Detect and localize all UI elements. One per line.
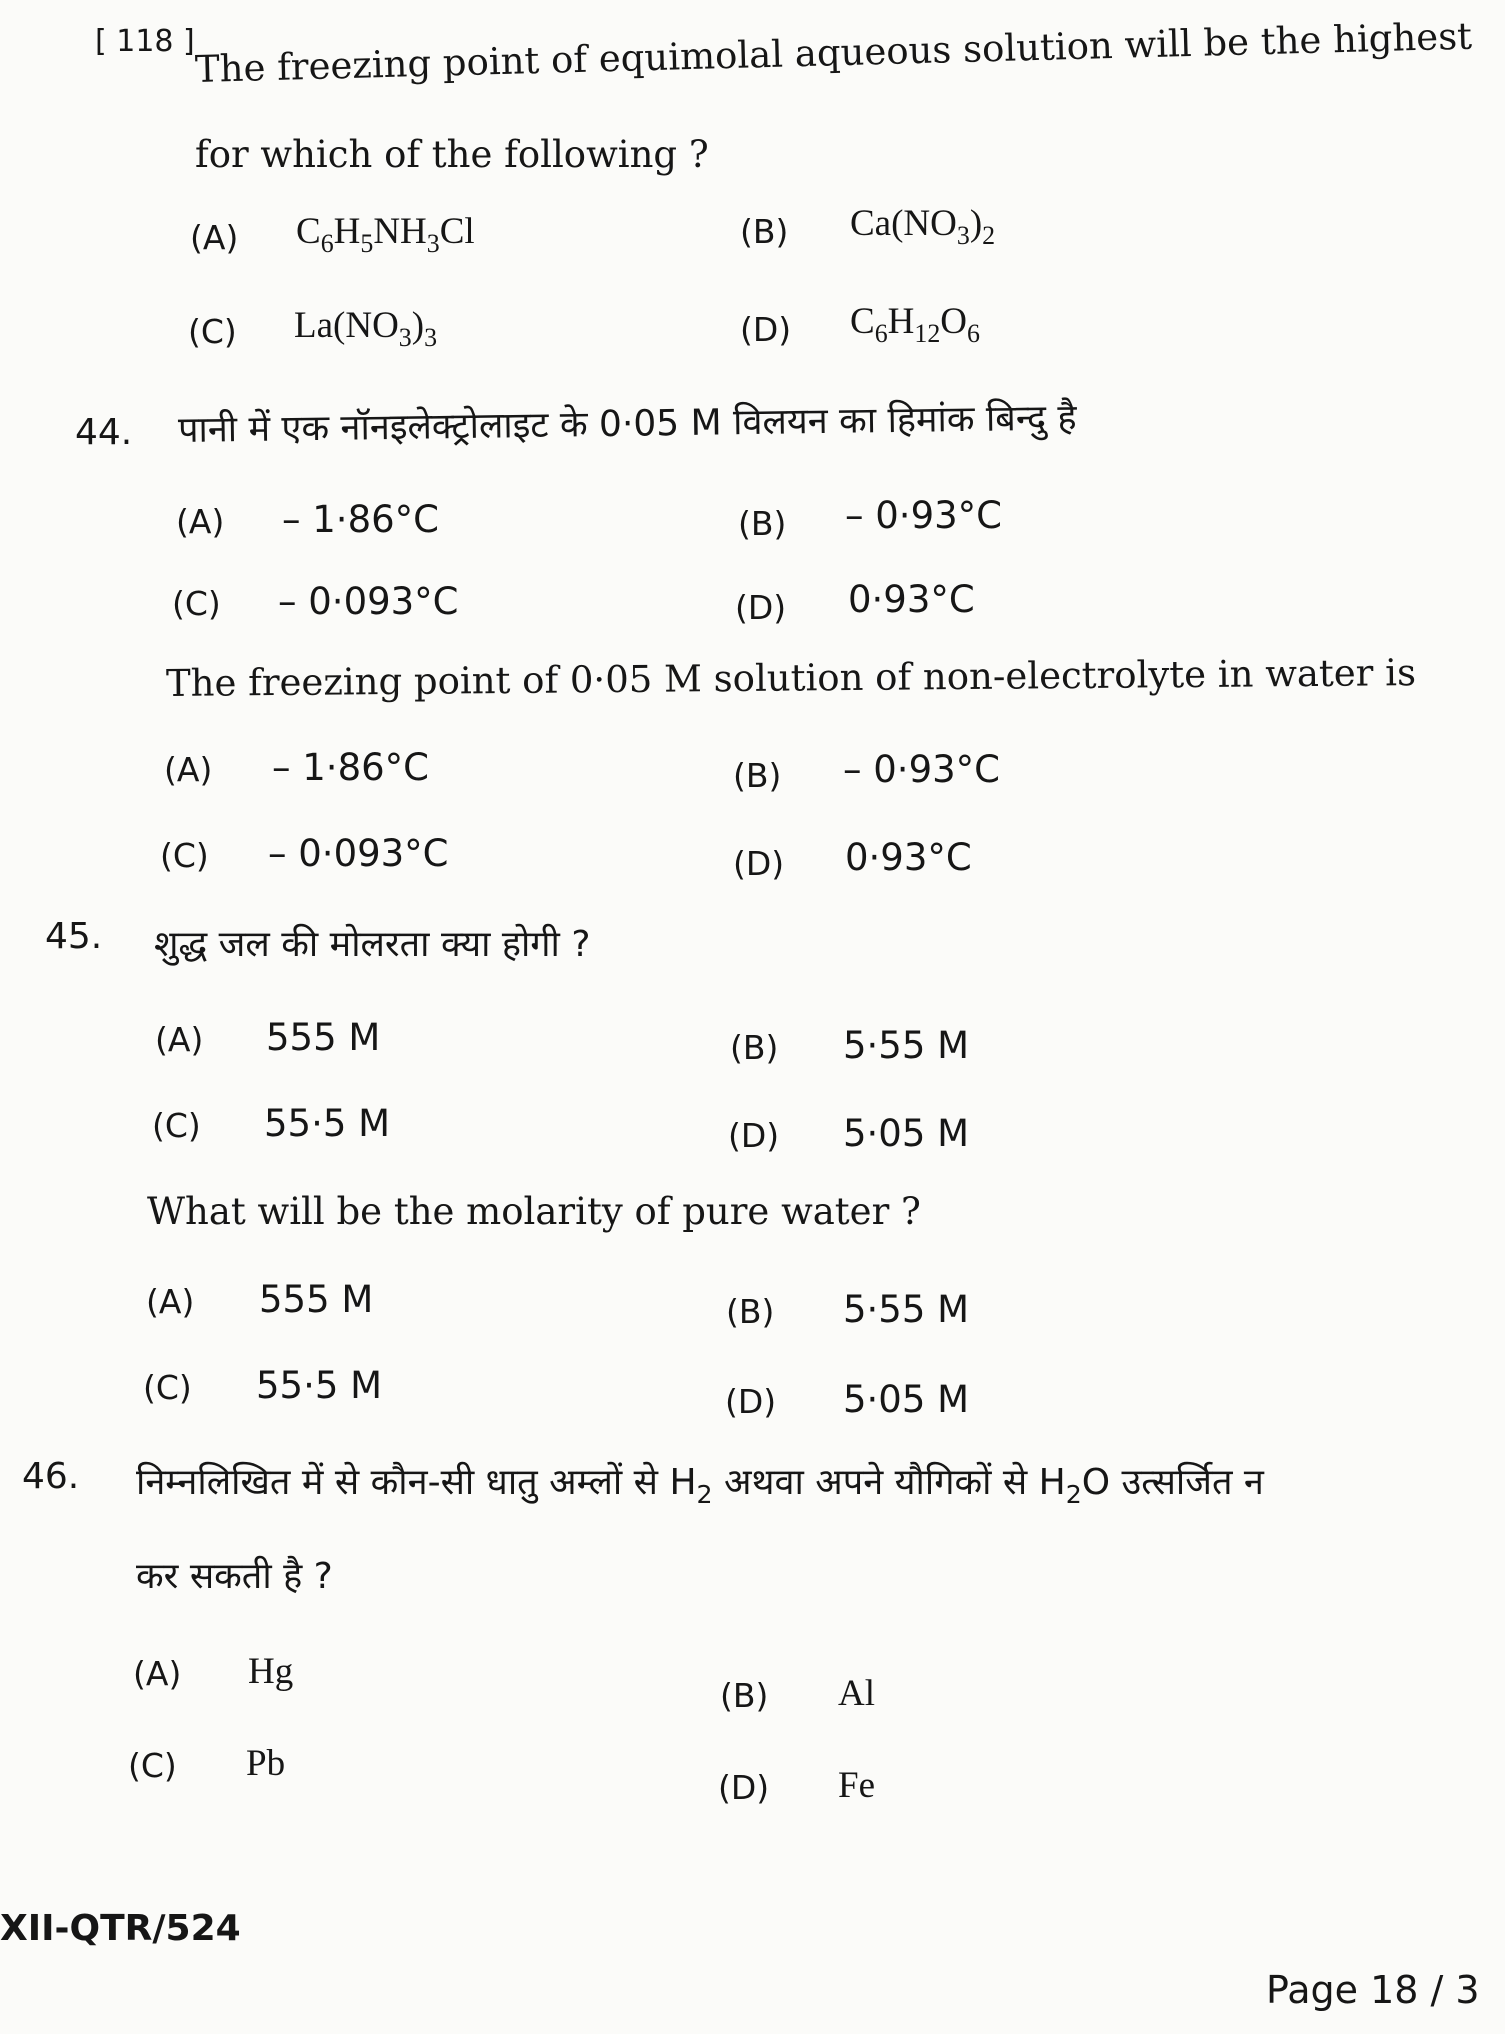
intro-option-c-label: (C) — [188, 312, 237, 351]
q45-hi-option-a-text: 555 M — [266, 1016, 381, 1059]
q45-hi-option-c-text: 55·5 M — [264, 1102, 391, 1145]
q44-english-text: The freezing point of 0·05 M solution of non-electrolyte in water is — [165, 651, 1417, 705]
q46-option-a-text: Hg — [248, 1651, 294, 1692]
page-indicator: Page 18 / 3 — [1266, 1968, 1480, 2012]
q46-hindi-line1: निम्नलिखित में से कौन-सी धातु अम्लों से $H_2$ अथवा अपने यौगिकों से $H_2O$ उत्सर्जित न — [136, 1462, 1264, 1509]
q45-hi-option-a-label: (A) — [155, 1020, 204, 1059]
q44-en-option-c-text: – 0·093°C — [268, 832, 449, 875]
q45-en-option-a-label: (A) — [146, 1282, 195, 1321]
q45-hi-option-c-label: (C) — [152, 1106, 201, 1145]
intro-option-d-label: (D) — [740, 310, 792, 349]
q44-hi-option-c-label: (C) — [172, 584, 221, 623]
q44-en-option-d-label: (D) — [733, 844, 785, 883]
q44-number: 44. — [75, 412, 133, 453]
q45-hi-option-d-label: (D) — [728, 1116, 780, 1155]
q46-option-d-label: (D) — [718, 1768, 770, 1807]
q45-hi-option-b-label: (B) — [730, 1028, 779, 1067]
q44-hi-option-d-label: (D) — [735, 588, 787, 627]
q44-hi-option-a-label: (A) — [176, 502, 225, 541]
q45-en-option-d-label: (D) — [725, 1382, 777, 1421]
q46-number: 46. — [22, 1456, 80, 1497]
intro-question-line2: for which of the following ? — [195, 133, 709, 176]
q45-en-option-c-text: 55·5 M — [256, 1364, 383, 1407]
q44-hi-option-c-text: – 0·093°C — [278, 580, 459, 623]
q46-option-b-label: (B) — [720, 1676, 769, 1715]
q46-option-a-label: (A) — [133, 1654, 182, 1693]
q46-option-d-text: Fe — [838, 1765, 875, 1806]
q46-option-c-label: (C) — [128, 1746, 177, 1785]
q44-hi-option-d-text: 0·93°C — [848, 578, 975, 621]
q45-english-text: What will be the molarity of pure water ? — [147, 1190, 921, 1233]
q44-en-option-b-label: (B) — [733, 756, 782, 795]
q46-option-c-text: Pb — [246, 1743, 286, 1784]
q44-hindi-text: पानी में एक नॉनइलेक्ट्रोलाइट के 0·05 M विलयन का हिमांक बिन्दु है — [177, 397, 1077, 451]
q45-en-option-b-label: (B) — [726, 1292, 775, 1331]
q45-en-option-b-text: 5·55 M — [843, 1288, 970, 1331]
q44-en-option-d-text: 0·93°C — [845, 836, 972, 879]
exam-code: XII-QTR/524 — [0, 1908, 241, 1949]
intro-option-d-formula: $C_6H_{12}O_6$ — [850, 301, 980, 349]
q45-hindi-text: शुद्ध जल की मोलरता क्या होगी ? — [154, 924, 591, 965]
q45-hi-option-b-text: 5·55 M — [843, 1024, 970, 1067]
q44-en-option-a-label: (A) — [164, 750, 213, 789]
q46-option-b-text: Al — [838, 1673, 875, 1714]
intro-option-a-formula: $C_6H_5NH_3Cl$ — [296, 211, 475, 259]
q46-hindi-line2: कर सकती है ? — [136, 1556, 333, 1597]
q45-hi-option-d-text: 5·05 M — [843, 1112, 970, 1155]
q45-en-option-a-text: 555 M — [259, 1278, 374, 1321]
intro-option-a-label: (A) — [190, 218, 239, 257]
intro-question-line1: The freezing point of equimolal aqueous solution will be the highest — [194, 14, 1473, 91]
q44-en-option-b-text: – 0·93°C — [843, 748, 1000, 791]
q45-number: 45. — [45, 916, 103, 957]
q45-en-option-c-label: (C) — [143, 1368, 192, 1407]
intro-option-b-formula: $Ca(NO_3)_2$ — [850, 203, 996, 251]
q44-en-option-c-label: (C) — [160, 836, 209, 875]
q44-hi-option-a-text: – 1·86°C — [282, 498, 439, 541]
q44-en-option-a-text: – 1·86°C — [272, 746, 429, 789]
q45-en-option-d-text: 5·05 M — [843, 1378, 970, 1421]
intro-option-c-formula: $La(NO_3)_3$ — [294, 305, 438, 353]
intro-option-b-label: (B) — [740, 212, 789, 251]
q44-hi-option-b-text: – 0·93°C — [845, 494, 1002, 537]
q44-hi-option-b-label: (B) — [738, 504, 787, 543]
page-number-box: [ 118 ] — [95, 24, 195, 59]
